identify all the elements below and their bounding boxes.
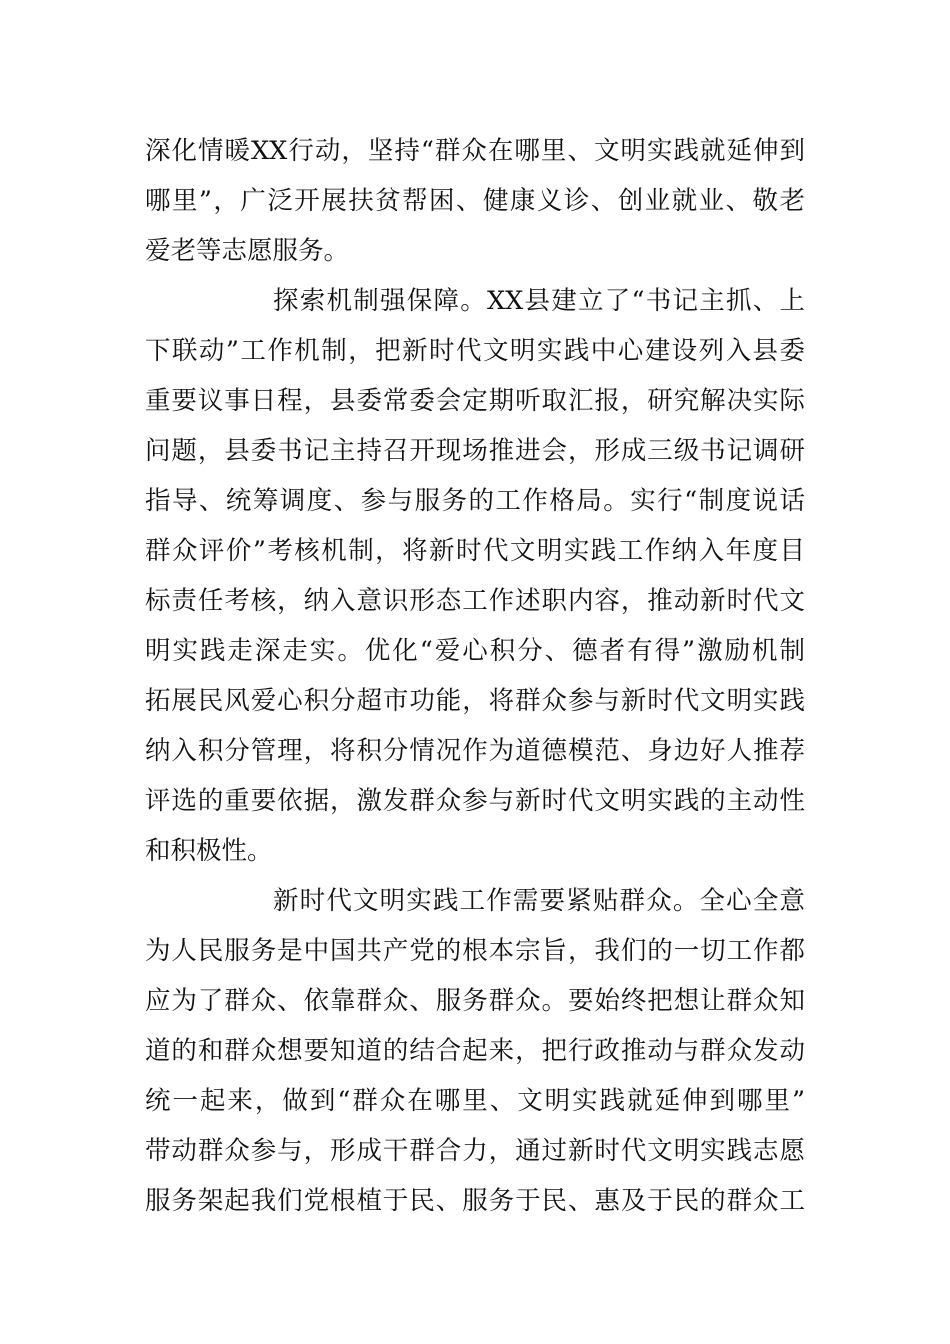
- paragraph-2-line-2: 下联动”工作机制，把新时代文明实践中心建设列入县委: [145, 336, 805, 366]
- paragraph-1-line-3: 爱老等志愿服务。: [145, 236, 350, 266]
- paragraph-2-line-3: 重要议事日程，县委常委会定期听取汇报，研究解决实际: [145, 386, 805, 416]
- paragraph-3-line-2: 为人民服务是中国共产党的根本宗旨，我们的一切工作都: [145, 936, 805, 966]
- paragraph-2-line-4: 问题，县委书记主持召开现场推进会，形成三级书记调研: [145, 436, 805, 466]
- paragraph-2-line-5: 指导、统筹调度、参与服务的工作格局。实行“制度说话: [145, 486, 805, 516]
- paragraph-3-line-7: 服务架起我们党根植于民、服务于民、惠及于民的群众工: [145, 1186, 805, 1216]
- paragraph-3-line-4: 道的和群众想要知道的结合起来，把行政推动与群众发动: [145, 1036, 805, 1066]
- paragraph-2-line-6: 群众评价”考核机制，将新时代文明实践工作纳入年度目: [145, 536, 805, 566]
- paragraph-1-line-2: 哪里”，广泛开展扶贫帮困、健康义诊、创业就业、敬老: [145, 186, 805, 216]
- paragraph-2-line-1: 探索机制强保障。XX县建立了“书记主抓、上: [273, 286, 805, 316]
- paragraph-3-line-5: 统一起来，做到“群众在哪里、文明实践就延伸到哪里”: [145, 1086, 805, 1116]
- paragraph-3-line-1: 新时代文明实践工作需要紧贴群众。全心全意: [273, 886, 805, 916]
- paragraph-3-line-6: 带动群众参与，形成干群合力，通过新时代文明实践志愿: [145, 1136, 805, 1166]
- paragraph-1-line-1: 深化情暖XX行动，坚持“群众在哪里、文明实践就延伸到: [145, 136, 805, 166]
- body-text: [145, 126, 805, 1226]
- paragraph-2-line-7: 标责任考核，纳入意识形态工作述职内容，推动新时代文: [145, 586, 805, 616]
- paragraph-2-line-10: 纳入积分管理，将积分情况作为道德模范、身边好人推荐: [145, 736, 805, 766]
- paragraph-2-line-8: 明实践走深走实。优化“爱心积分、德者有得”激励机制: [145, 636, 805, 666]
- paragraph-2-line-11: 评选的重要依据，激发群众参与新时代文明实践的主动性: [145, 786, 805, 816]
- paragraph-3-line-3: 应为了群众、依靠群众、服务群众。要始终把想让群众知: [145, 986, 805, 1016]
- paragraph-2-line-9: 拓展民风爱心积分超市功能，将群众参与新时代文明实践: [145, 686, 805, 716]
- paragraph-2-line-12: 和积极性。: [145, 836, 273, 866]
